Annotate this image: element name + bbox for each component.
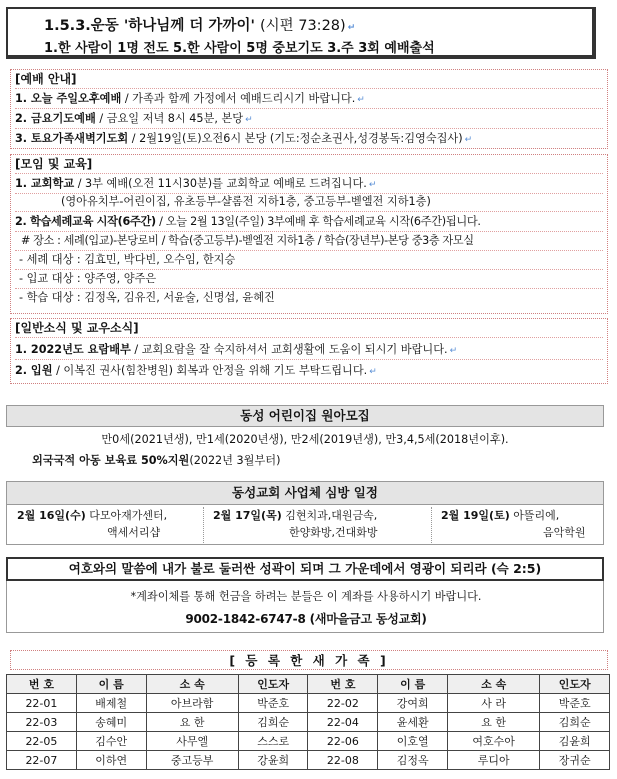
- family-cell: 사 라: [448, 694, 540, 713]
- meeting-confirm: - 입교 대상 : 양주영, 양주은: [15, 270, 603, 289]
- family-cell: 김수안: [76, 732, 146, 751]
- family-cell: 요 한: [146, 713, 238, 732]
- family-cell: 배제철: [76, 694, 146, 713]
- news-item-2: 2. 입원 / 이복진 권사(힘찬병원) 회복과 안정을 위해 기도 부탁드립니다. ↵: [15, 364, 377, 377]
- family-col-no-2: 번 호: [308, 675, 378, 694]
- family-header-row: [7, 675, 610, 694]
- worship-item-2-text: / 금요일 저녁 8시 45분, 본당: [95, 112, 244, 125]
- family-cell: 22-04: [308, 713, 378, 732]
- worship-item-2: 2. 금요기도예배 / 금요일 저녁 8시 45분, 본당 ↵: [15, 110, 603, 129]
- daycare-title: 동성 어린이집 원아모집: [6, 405, 604, 427]
- visit-divider-2: [431, 507, 432, 543]
- news-item-2-text: / 이복진 권사(힘찬병원) 회복과 안정을 위해 기도 부탁드립니다.: [52, 364, 368, 377]
- family-cell: 22-06: [308, 732, 378, 751]
- worship-item-3-text: / 2월19일(토)오전6시 본당 (기도:정순초권사,성경봉독:김영숙집사): [128, 132, 463, 145]
- family-cell: 강여희: [378, 694, 448, 713]
- family-col-name-2: 이 름: [378, 675, 448, 694]
- family-cell: 김윤희: [540, 732, 610, 751]
- news-title: [일반소식 및 교우소식]: [15, 319, 603, 338]
- meeting-title: [모임 및 교육]: [15, 155, 603, 174]
- family-cell: 22-05: [7, 732, 77, 751]
- family-cell: 루디아: [448, 751, 540, 770]
- header-title: 1.5.3.운동 '하나님께 더 가까이': [44, 18, 255, 34]
- visit-slot-3-date: 2월 19일(토): [441, 509, 510, 522]
- family-cell: 22-03: [7, 713, 77, 732]
- worship-title: [예배 안내]: [15, 70, 603, 89]
- header-box: [6, 7, 596, 59]
- family-cell: 장귀순: [540, 751, 610, 770]
- header-line1: 1.5.3.운동 '하나님께 더 가까이' (시편 73:28) ↵: [44, 18, 356, 34]
- family-cell: 사무엘: [146, 732, 238, 751]
- visit-slot-1-place2: 액세서리샵: [107, 526, 161, 539]
- worship-item-1-label: 1. 오늘 주일오후예배: [15, 92, 122, 105]
- visit-slot-2-date: 2월 17일(목): [213, 509, 282, 522]
- meeting-baptism: - 세례 대상 : 김효민, 박다빈, 오수임, 한지승: [15, 251, 603, 270]
- bank-box: [6, 581, 604, 633]
- visit-slot-3-place1: 아뜰리에,: [513, 509, 560, 522]
- worship-section: [10, 69, 608, 149]
- family-title: [ 등 록 한 새 가 족 ]: [10, 650, 608, 670]
- visit-title: 동성교회 사업체 심방 일정: [6, 481, 604, 505]
- family-cell: 김정옥: [378, 751, 448, 770]
- family-cell: 스스로: [238, 732, 308, 751]
- daycare-line1: 만0세(2021년생), 만1세(2020년생), 만2세(2019년생), 만3,4,5세(2018년이후).: [101, 433, 509, 446]
- visit-slot-1-date: 2월 16일(수): [17, 509, 86, 522]
- meeting-item-1-label: 1. 교회학교: [15, 177, 75, 190]
- family-cell: 여호수아: [448, 732, 540, 751]
- meeting-item-1: 1. 교회학교 / 3부 예배(오전 11시30분)를 교회학교 예배로 드려집니다. ↵: [15, 175, 603, 194]
- table-row: [7, 751, 610, 770]
- family-cell: 22-07: [7, 751, 77, 770]
- news-item-1: 1. 2022년도 요람배부 / 교회요람을 잘 숙지하셔서 교회생활에 도움이 되시기 바랍니다. ↵: [15, 341, 603, 360]
- table-row: [7, 694, 610, 713]
- meeting-item-1-text: / 3부 예배(오전 11시30분)를 교회학교 예배로 드려집니다.: [74, 177, 367, 190]
- family-cell: 22-01: [7, 694, 77, 713]
- family-cell: 김희순: [540, 713, 610, 732]
- family-col-guide-2: 인도자: [540, 675, 610, 694]
- visit-slot-2-place1: 김현치과,대원금속,: [285, 509, 378, 522]
- meeting-section: [10, 154, 608, 314]
- visit-slot-1-place1: 다모아재가센터,: [89, 509, 168, 522]
- daycare-line2-text: (2022년 3월부터): [189, 454, 281, 467]
- worship-item-2-label: 2. 금요기도예배: [15, 112, 96, 125]
- table-row: [7, 713, 610, 732]
- family-table: [6, 674, 610, 770]
- family-cell: 송혜미: [76, 713, 146, 732]
- family-col-guide-1: 인도자: [238, 675, 308, 694]
- meeting-item-1-sub: (영아유치부-어린이집, 유초등부-샬롬전 지하1층, 중고등부-벧엘전 지하1층): [15, 193, 603, 212]
- family-col-no-1: 번 호: [7, 675, 77, 694]
- daycare-line2-label: 외국국적 아동 보육료 50%지원: [32, 454, 190, 467]
- meeting-place: # 장소 : 세례(입교)-본당로비 / 학습(중고등부)-벧엘전 지하1층 / 학습(장년부)-본당 중3층 자모실: [15, 232, 603, 251]
- worship-item-1-text: / 가족과 함께 가정에서 예배드리시기 바랍니다.: [121, 92, 356, 105]
- header-verse: (시편 73:28): [259, 18, 346, 34]
- header-line2: 1.한 사람이 1명 전도 5.한 사람이 5명 중보기도 3.주 3회 예배출석: [44, 41, 435, 56]
- meeting-learn: - 학습 대상 : 김정옥, 김유진, 서윤술, 신명섭, 윤혜진: [19, 291, 275, 304]
- family-cell: 요 한: [448, 713, 540, 732]
- meeting-item-2-text: / 오늘 2월 13일(주일) 3부예배 후 학습세례교육 시작(6주간)됩니다.: [155, 215, 481, 228]
- family-cell: 강윤희: [238, 751, 308, 770]
- visit-grid: [6, 505, 604, 545]
- bank-account: 9002-1842-6747-8 (새마을금고 동성교회): [185, 612, 427, 626]
- family-cell: 22-02: [308, 694, 378, 713]
- family-cell: 이하연: [76, 751, 146, 770]
- worship-item-3: 3. 토요가족새벽기도회 / 2월19일(토)오전6시 본당 (기도:정순초권사,성경봉독:김영숙집사) ↵: [15, 132, 473, 145]
- visit-slot-1: [17, 508, 167, 524]
- meeting-item-2: [15, 213, 603, 232]
- visit-slot-3: [441, 508, 559, 524]
- family-cell: 22-08: [308, 751, 378, 770]
- news-item-2-label: 2. 입원: [15, 364, 53, 377]
- family-cell: 윤세환: [378, 713, 448, 732]
- news-item-1-label: 1. 2022년도 요람배부: [15, 343, 131, 356]
- worship-item-3-label: 3. 토요가족새벽기도회: [15, 132, 129, 145]
- worship-item-1: 1. 오늘 주일오후예배 / 가족과 함께 가정에서 예배드리시기 바랍니다. ↵: [15, 90, 603, 109]
- family-col-group-2: 소 속: [448, 675, 540, 694]
- family-col-group-1: 소 속: [146, 675, 238, 694]
- news-item-1-text: / 교회요람을 잘 숙지하셔서 교회생활에 도움이 되시기 바랍니다.: [130, 343, 448, 356]
- verse-banner: 여호와의 말씀에 내가 불로 둘러싼 성곽이 되며 그 가운데에서 영광이 되리라 (슥 2:5): [6, 557, 604, 581]
- family-cell: 중고등부: [146, 751, 238, 770]
- family-cell: 박준호: [540, 694, 610, 713]
- family-cell: 이호열: [378, 732, 448, 751]
- visit-slot-3-place2: 음악학원: [543, 526, 586, 539]
- bank-notice: *계좌이체를 통해 헌금을 하려는 분들은 이 계좌를 사용하시기 바랍니다.: [130, 590, 482, 603]
- visit-slot-2: [213, 508, 377, 524]
- family-col-name-1: 이 름: [76, 675, 146, 694]
- family-cell: 김희순: [238, 713, 308, 732]
- news-section: [10, 318, 608, 384]
- visit-divider-1: [203, 507, 204, 543]
- table-row: [7, 732, 610, 751]
- daycare-line2: [6, 452, 604, 468]
- meeting-item-2-label: 2. 학습세례교육 시작(6주간): [15, 215, 156, 228]
- family-cell: 박준호: [238, 694, 308, 713]
- visit-slot-2-place2: 한양화방,건대화방: [289, 526, 378, 539]
- family-cell: 아브라함: [146, 694, 238, 713]
